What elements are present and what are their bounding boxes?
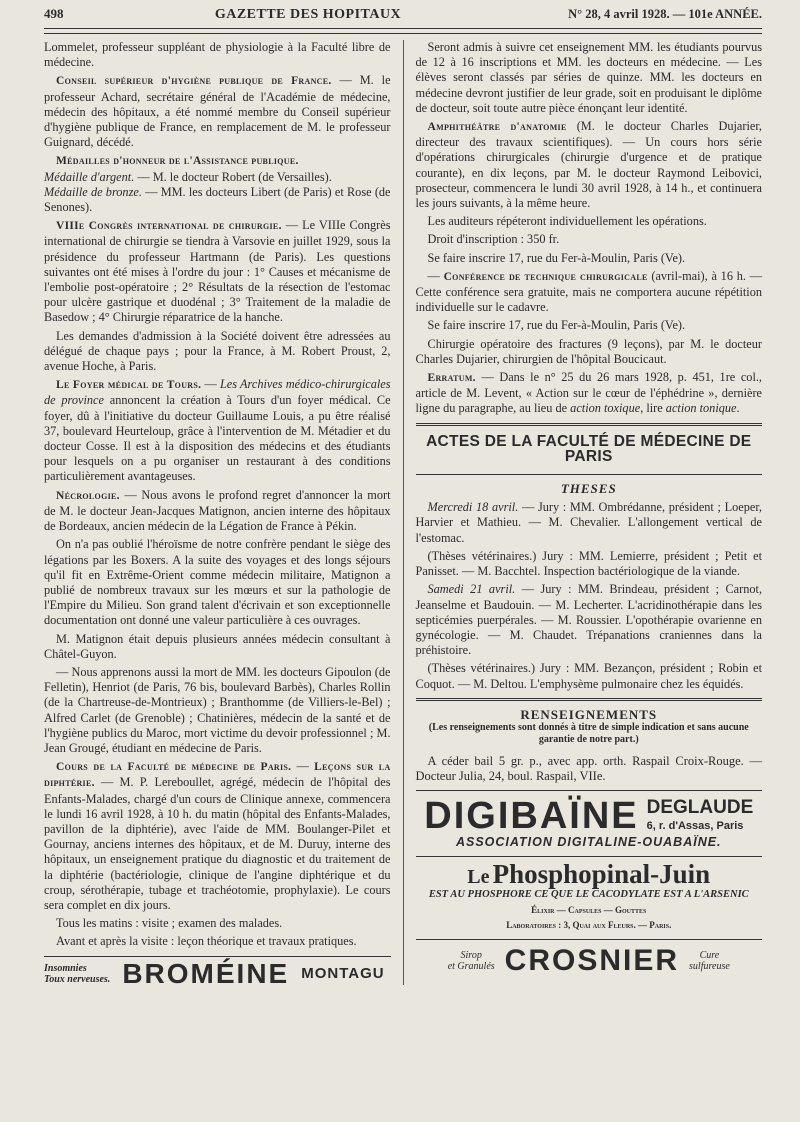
text-necrologie-3: M. Matignon était depuis plusieurs années médecin consultant à Châtel-Guyon. — [44, 631, 391, 661]
these-4: (Thèses vétérinaires.) Jury : MM. Bezançon, président ; Robin et Coquot. — M. Deltou. L'emphysème pulmonaire chez les équidés. — [415, 661, 763, 691]
digibaine-address: 6, r. d'Assas, Paris — [646, 819, 744, 832]
these-3-date: Samedi 21 avril. — [427, 582, 516, 597]
item-necrologie — [44, 488, 391, 535]
text-amph-3: Droit d'inscription : 350 fr. — [427, 232, 560, 247]
text-amph-2: Les auditeurs répéteront individuellement les opérations. — [427, 214, 707, 229]
label-argent: Médaille d'argent. — [44, 169, 135, 184]
text-amphitheatre: (M. le docteur Charles Dujarier, directeur des travaux scientifiques). — Un cours hors série d'opérations chirurgicales (chirurgie d'urgence et de pratique courante), en dix leçons, par M. le docteur Raymond Leibovici, prosecteur, commencera le lundi 30 avril 1928, à 14 h., et continuera les jours suivants, à la même heure. — [415, 119, 763, 211]
item-amphitheatre — [416, 119, 763, 211]
these-1-date: Mercredi 18 avril. — [427, 500, 519, 515]
these-1-text: — Jury : MM. Ombrédanne, président ; Loeper, Harvier et Mathieu. — M. Chevalier. L'allongement vertical de l'estomac. — [415, 500, 763, 545]
right-column — [416, 40, 763, 985]
item-erratum — [416, 370, 763, 417]
phos-tagline: EST AU PHOSPHORE CE QUE LE CACODYLATE EST A L'ARSENIC — [428, 889, 749, 901]
italic-archives: Les Archives médico-chirurgicales de province — [44, 377, 391, 408]
renseignements-heading: RENSEIGNEMENTS — [520, 706, 658, 722]
text-bronze: — MM. les docteurs Libert (de Paris) et Rose (de Senones). — [44, 184, 391, 215]
erratum-right: action tonique — [665, 401, 737, 416]
section-title-actes: ACTES DE LA FACULTÉ DE MÉDECINE DE PARIS — [426, 432, 752, 465]
phos-name: Phosphopinal-Juin — [492, 859, 711, 890]
crosnier-right — [689, 950, 730, 972]
heading-congres: VIIIe Congrès international de chirurgie. — [56, 220, 282, 233]
ad-cession: A céder bail 5 gr. p., avec app. orth. Raspail Croix-Rouge. — Docteur Julia, 24, boul. Raspail, VIIe. — [415, 753, 763, 783]
bromeine-name: BROMÉINE — [122, 957, 290, 989]
header-rule — [44, 29, 762, 34]
heading-amphitheatre: Amphithéâtre d'anatomie — [427, 121, 567, 134]
heading-lecons: Leçons sur la diphtérie. — [44, 761, 391, 790]
rule — [44, 956, 391, 957]
heading-erratum: Erratum. — [427, 372, 476, 385]
text-cours-3: Avant et après la visite : leçon théorique et travaux pratiques. — [56, 934, 357, 949]
item-congres — [44, 218, 391, 325]
crosnier-left-1: Sirop — [460, 949, 482, 961]
crosnier-right-2: sulfureuse — [689, 960, 730, 972]
heading-medailles: Médailles d'honneur de l'Assistance publique. — [56, 155, 299, 168]
phos-le: Le — [467, 866, 490, 889]
text-conference: (avril-mai), à 16 h. — Cette conférence sera gratuite, mais ne comportera aucune répétition individuelle sur le cadavre. — [415, 268, 763, 315]
renseignements-note: (Les renseignements sont donnés à titre de simple indication et sans aucune garantie de notre part.) — [428, 721, 749, 745]
text-amph-4: Se faire inscrire 17, rue du Fer-à-Moulin, Paris (Ve). — [427, 250, 686, 265]
rule — [416, 790, 763, 791]
page-number: 498 — [44, 6, 64, 21]
text-cours: — M. P. Lereboullet, agrégé, médecin de l'hôpital des Enfants-Malades, chargé d'un cours de Clinique annexe, commencera le lundi 16 avril 1928, à 10 h. du matin (hôpital des Enfants-Malades, pavillon de la diphtérie), avec l'aide de MM. Boulanger-Pilet et Gournay, anciens internes des hôpitaux, et de M. Duruy, interne des hôpitaux, un enseignement pratique du diagnostic et du traitement de la diphtérie (bactériologie, clinique de l'angine diphtérique et du croup, sérothérapie, tubage et trachéotomie, prophylaxie). Le cours sera complet en dix jours. — [44, 775, 391, 912]
heading-conseil: Conseil supérieur d'hygiène publique de France. — [56, 75, 332, 88]
crosnier-left-2: et Granulés — [447, 960, 495, 972]
crosnier-name: CROSNIER — [504, 944, 680, 978]
crosnier-right-1: Cure — [699, 949, 720, 961]
text-conf-2: Se faire inscrire 17, rue du Fer-à-Moulin, Paris (Ve). — [427, 318, 686, 333]
text-cours-2: Tous les matins : visite ; examen des malades. — [56, 916, 283, 931]
text-necrologie-4: — Nous apprenons aussi la mort de MM. les docteurs Gipoulon (de Felletin), Henriot (de Paris, 76 bis, boulevard Barbès), Charles Rollin (de la Chartreuse-de-Montrieux) ; Branthomme (de Villiers-le-Bel) ; Alfred Carlet (de Grenoble) ; Chatinières, médecin de la santé et de l'hygiène publics du Maroc, mort victime du devoir professionnel ; M. Jean Grougé, étudiant en médecine de Paris. — [44, 664, 391, 755]
bromeine-side — [44, 963, 110, 985]
item-foyer — [44, 377, 391, 484]
ad-crosnier — [416, 944, 763, 978]
rule — [416, 856, 763, 857]
erratum-end: . — [736, 401, 740, 416]
heading-cours: Cours de la Faculté de médecine de Paris. — [56, 761, 292, 774]
label-bronze: Médaille de bronze. — [44, 184, 142, 199]
rule-double — [416, 698, 763, 701]
phos-lab: Laboratoires : 3, Quai aux Fleurs. — Paris. — [506, 919, 672, 930]
rule-double — [416, 423, 763, 426]
text-argent: — M. le docteur Robert (de Versailles). — [134, 169, 332, 184]
these-2: (Thèses vétérinaires.) Jury : MM. Lemierre, président ; Petit et Panisset. — M. Bacchtel. Inspection bactériologique de la viande. — [415, 548, 763, 579]
text-congres-2: Les demandes d'admission à la Société doivent être adressées au délégué de chaque pays ; pour la France, à M. Robert Proust, 2, avenue Hoche, à Paris. — [44, 328, 391, 374]
bromeine-maker: MONTAGU — [301, 964, 385, 982]
text-erratum: — Dans le n° 25 du 26 mars 1928, p. 451, 1re col., article de M. Levent, « Action sur le cœur de l'éphédrine », dernière ligne du paragraphe, au lieu de — [415, 370, 763, 416]
crosnier-left — [448, 950, 495, 972]
digibaine-name: DIGIBAÏNE — [424, 795, 639, 838]
left-column — [44, 40, 391, 989]
item-medailles — [44, 153, 391, 215]
heading-necrologie: Nécrologie. — [56, 489, 120, 502]
dash: — — [201, 377, 220, 392]
heading-foyer: Le Foyer médical de Tours. — [56, 379, 202, 392]
text-foyer: annoncent la création à Tours d'un foyer médical. Ce foyer, dû à l'initiative du docteur Guillaume Louis, a pu être réalisé 37, boulevard Heurteloup, grâce à l'intervention de M. Métadier et du docteur Cosse. Il est à la disposition des médecins et des étudiants pour lesquels on a pu organiser un restaurant à des conditions particulièrement avantageuses. — [44, 393, 391, 484]
rule — [416, 474, 763, 475]
digibaine-brand — [646, 796, 754, 835]
these-1 — [416, 500, 763, 546]
digibaine-assoc: ASSOCIATION DIGITALINE-OUABAÏNE. — [455, 834, 722, 849]
text-necrologie: — Nous avons le profond regret d'annoncer la mort de M. le docteur Jean-Jacques Matignon, ancien interne des hôpitaux de Bordeaux, ancien médecin de la Légation de France à Pékin. — [44, 487, 391, 534]
item-cours: Cours de la Faculté de médecine de Paris. — Leçons sur la diphtérie. — M. P. Lereboullet, agrégé, médecin de l'hôpital des Enfants-Malades, chargé d'un cours de Clinique annexe, commencera le lundi 16 avril 1928, à 10 h. du matin (hôpital des Enfants-Malades, pavillon de la diphtérie), avec l'aide de MM. Boulanger-Pilet et Gournay, anciens internes des hôpitaux, et de M. Duruy, interne des hôpitaux, un enseignement pratique du diagnostic et du traitement de la diphtérie (bactériologie, clinique de l'angine diphtérique et du croup, sérothérapie, tubage et trachéotomie, prophylaxie). Le cours sera complet en dix jours. — [44, 759, 391, 912]
columns — [44, 40, 763, 989]
ad-phosphopinal — [416, 859, 763, 890]
text-congres: — Le VIIIe Congrès international de chirurgie se tiendra à Varsovie en juillet 1929, sous la présidence du professeur Hartmann (de Paris). Les questions suivantes ont été mises à l'ordre du jour : 1° Causes et mécanisme de l'embolie post-opératoire ; 2° Résultats de la résection de l'estomac pour ulcère gastrique et duodénal ; 3° Traitement de la maladie de Basedow ; 4° Chirurgie réparatrice de la hanche. — [44, 218, 391, 325]
issue-info: N° 28, 4 avril 1928. — 101e ANNÉE. — [568, 7, 762, 21]
these-3-text: — Jury : MM. Brindeau, président ; Carnot, Jeanselme et Baudouin. — M. Lecherter. L'acridinothérapie dans les septicémies puerpérales. — M. Roussier. L'opothérapie ovarienne en gynécologie. — M. Chaudet. Trépanations craniennes dans la préhistoire. — [415, 582, 763, 658]
theses-heading: THESES — [560, 481, 617, 497]
bromeine-side-1: Insomnies — [44, 962, 87, 974]
item-conseil — [44, 73, 391, 150]
bromeine-side-2: Toux nerveuses. — [44, 973, 111, 985]
ad-bromeine — [44, 957, 391, 989]
journal-title: GAZETTE DES HOPITAUX — [214, 7, 402, 22]
digibaine-maker: DEGLAUDE — [646, 796, 754, 818]
these-3 — [416, 582, 763, 658]
paragraph-lommelet: Lommelet, professeur suppléant de physiologie à la Faculté libre de médecine. — [44, 40, 391, 70]
heading-conference: Conférence de technique chirurgicale — [443, 270, 648, 283]
ad-digibaine — [416, 795, 763, 838]
item-conference: — Conférence de technique chirurgicale (avril-mai), à 16 h. — Cette conférence sera gratuite, mais ne comportera aucune répétition individuelle sur le cadavre. — [415, 268, 763, 315]
erratum-mid: , lire — [640, 401, 666, 416]
text-seront: Seront admis à suivre cet enseignement MM. les étudiants pourvus de 12 à 16 inscriptions et MM. les docteurs en médecine. — Les élèves seront classés par séries de quinze. MM. les docteurs en médecine devront justifier de leur grade, soit en produisant le diplôme de docteur, soit toute autre pièce énonçant leur identité. — [415, 40, 763, 115]
text-necrologie-2: On n'a pas oublié l'héroïsme de notre confrère pendant le siège des légations par les Boxers. A la suite des voyages et des longs séjours qu'il fit en Extrême-Orient comme médecin militaire, Matignon a publié de nombreux travaux sur les mœurs et sur la pathologie de l'Empire du Milieu. Son grand talent d'écrivain et son exceptionnelle documentation ont donné une valeur particulière à ces ouvrages. — [44, 537, 391, 628]
page-header — [44, 6, 762, 29]
text-conf-3: Chirurgie opératoire des fractures (9 leçons), par M. le docteur Charles Dujarier, chirurgien de l'hôpital Boucicaut. — [415, 336, 763, 366]
erratum-wrong: action toxique — [570, 401, 641, 416]
rule — [416, 939, 763, 940]
text-conseil: — M. le professeur Achard, secrétaire général de l'Académie de médecine, médecin des hôpitaux, a été nommé membre du Conseil supérieur d'hygiène publique de France, en remplacement de M. le professeur Guignard, décédé. — [44, 73, 391, 150]
column-divider — [403, 40, 404, 985]
phos-forms: Élixir — Capsules — Gouttes — [531, 904, 647, 915]
